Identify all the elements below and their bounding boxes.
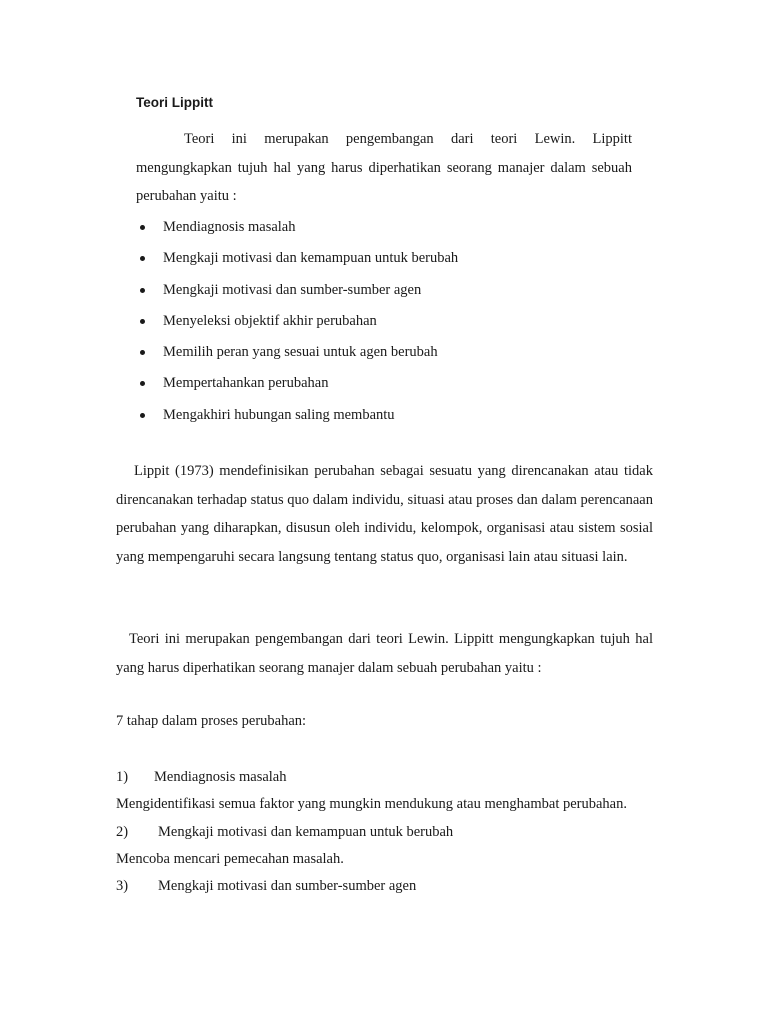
steps-list bbox=[116, 764, 653, 899]
bullet-text: Mempertahankan perubahan bbox=[163, 375, 329, 392]
step-title bbox=[116, 764, 653, 790]
bullet-text: Memilih peran yang sesuai untuk agen berubah bbox=[163, 344, 438, 361]
bullet-text: Mendiagnosis masalah bbox=[163, 219, 296, 235]
bullet-icon bbox=[140, 413, 145, 418]
bullet-icon bbox=[140, 256, 145, 261]
repeat-paragraph: Teori ini merupakan pengembangan dari teori Lewin. Lippitt mengungkapkan tujuh hal yang harus diperhatikan seorang manajer dalam sebuah perubahan yaitu : bbox=[116, 631, 653, 676]
step-number: 2) bbox=[116, 823, 129, 840]
bullet-item bbox=[136, 243, 636, 274]
bullet-list bbox=[136, 212, 636, 431]
step-title-text: Mengkaji motivasi dan kemampuan untuk berubah bbox=[158, 823, 454, 840]
definition-paragraph: Lippit (1973) mendefinisikan perubahan sebagai sesuatu yang direncanakan atau tidak direncanakan terhadap status quo dalam individu, situasi atau proses dan dalam perencanaan perubahan yang diharapkan, disusun oleh individu, kelompok, organisasi atau sistem sosial yang mempengaruhi secara langsung tentang status quo, organisasi lain atau situasi lain. bbox=[116, 463, 653, 566]
step-number: 3) bbox=[116, 878, 129, 894]
bullet-icon bbox=[140, 225, 145, 230]
bullet-item bbox=[136, 212, 636, 243]
step-title bbox=[116, 819, 653, 845]
step-number: 1) bbox=[116, 769, 129, 785]
bullet-item bbox=[136, 337, 636, 368]
bullet-item bbox=[136, 275, 636, 306]
stages-heading: 7 tahap dalam proses perubahan: bbox=[116, 713, 307, 729]
bullet-text: Mengakhiri hubungan saling membantu bbox=[163, 406, 395, 423]
bullet-text: Mengkaji motivasi dan sumber-sumber agen bbox=[163, 281, 422, 298]
step-description: Mengidentifikasi semua faktor yang mungkin mendukung atau menghambat perubahan. bbox=[116, 796, 627, 812]
step-title-text: Mendiagnosis masalah bbox=[154, 769, 287, 785]
bullet-text: Mengkaji motivasi dan kemampuan untuk berubah bbox=[163, 250, 459, 267]
bullet-icon bbox=[140, 381, 145, 386]
section-heading: Teori Lippitt bbox=[136, 95, 213, 110]
bullet-icon bbox=[140, 319, 145, 324]
intro-paragraph: Teori ini merupakan pengembangan dari teori Lewin. Lippitt mengungkapkan tujuh hal yang harus diperhatikan seorang manajer dalam sebuah perubahan yaitu : bbox=[136, 131, 632, 204]
bullet-item bbox=[136, 368, 636, 399]
bullet-icon bbox=[140, 350, 145, 355]
step-title bbox=[116, 873, 653, 899]
step-description: Mencoba mencari pemecahan masalah. bbox=[116, 850, 344, 867]
bullet-text: Menyeleksi objektif akhir perubahan bbox=[163, 312, 377, 329]
bullet-item bbox=[136, 306, 636, 337]
bullet-item bbox=[136, 400, 636, 431]
bullet-icon bbox=[140, 288, 145, 293]
step-title-text: Mengkaji motivasi dan sumber-sumber agen bbox=[158, 878, 417, 894]
